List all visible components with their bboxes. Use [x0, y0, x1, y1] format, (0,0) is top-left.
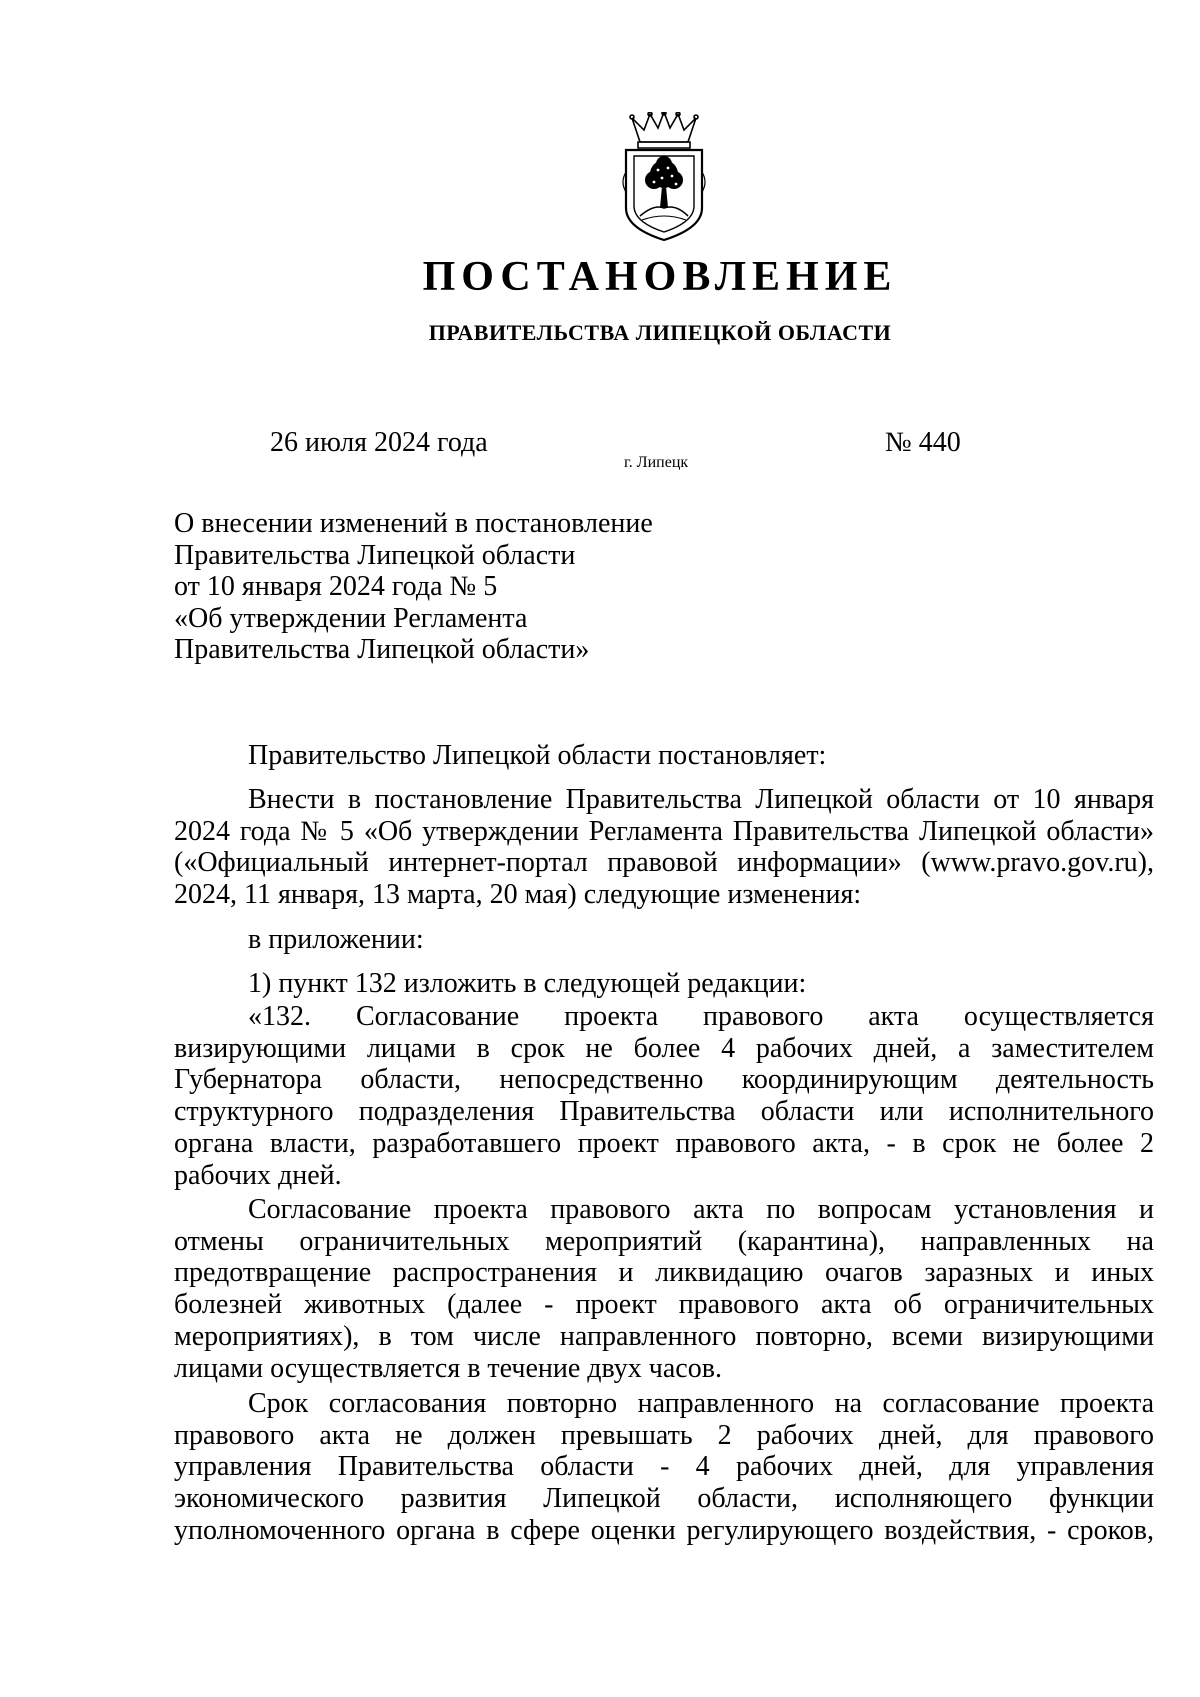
- paragraph-line: рабочих дней.: [174, 1159, 342, 1191]
- subject-line: Правительства Липецкой области: [174, 539, 576, 571]
- paragraph-line: правового акта не должен превышать 2 рабочих дней, для правового: [174, 1419, 1154, 1451]
- paragraph-line: болезней животных (далее - проект правового акта об ограничительных: [174, 1289, 1154, 1321]
- paragraph-line: органа власти, разработавшего проект правового акта, - в срок не более 2: [174, 1127, 1154, 1159]
- paragraph-line: отмены ограничительных мероприятий (карантина), направленных на: [174, 1225, 1154, 1257]
- paragraph-line: лицами осуществляется в течение двух часов.: [174, 1352, 722, 1384]
- paragraph-line: 2024 года № 5 «Об утверждении Регламента Правительства Липецкой области»: [174, 815, 1154, 847]
- document-number: № 440: [885, 427, 961, 458]
- paragraph-line: структурного подразделения Правительства области или исполнительного: [174, 1096, 1154, 1128]
- paragraph-line: Правительство Липецкой области постановляет:: [248, 740, 827, 771]
- paragraph-line: («Официальный интернет-портал правовой информации» (www.pravo.gov.ru),: [174, 847, 1154, 879]
- paragraph-line: визирующими лицами в срок не более 4 рабочих дней, а заместителем: [174, 1032, 1154, 1064]
- paragraph-line: «132. Согласование проекта правового акта осуществляется: [248, 1001, 1154, 1032]
- paragraph-restrictive-measures: [174, 1194, 1154, 1384]
- paragraph-resolution-intro: [174, 740, 1154, 772]
- paragraph-line: Губернатора области, непосредственно координирующим деятельность: [174, 1064, 1154, 1096]
- paragraph-approval-deadline: [174, 1388, 1154, 1547]
- subject-line: О внесении изменений в постановление: [174, 508, 653, 539]
- document-subtitle: ПРАВИТЕЛЬСТВА ЛИПЕЦКОЙ ОБЛАСТИ: [428, 320, 892, 345]
- paragraph-line: мероприятиях), в том числе направленного повторно, всеми визирующими: [174, 1320, 1154, 1352]
- subject-line: от 10 января 2024 года № 5: [174, 571, 498, 602]
- document-date: 26 июля 2024 года: [270, 427, 488, 458]
- document-subject: [174, 508, 653, 666]
- paragraph-line: управления Правительства области - 4 рабочих дней, для управления: [174, 1451, 1154, 1483]
- paragraph-line: в приложении:: [248, 924, 424, 955]
- paragraph-line: экономического развития Липецкой области, исполняющего функции: [174, 1483, 1154, 1515]
- paragraph-line: 2024, 11 января, 13 марта, 20 мая) следующие изменения:: [174, 879, 862, 911]
- subject-line: Правительства Липецкой области»: [174, 634, 590, 665]
- document-title: ПОСТАНОВЛЕНИЕ: [422, 254, 898, 300]
- paragraph-line: Срок согласования повторно направленного на согласование проекта: [248, 1388, 1154, 1419]
- paragraph-line: предотвращение распространения и ликвидацию очагов заразных и иных: [174, 1257, 1154, 1289]
- subject-line: «Об утверждении Регламента: [174, 602, 528, 634]
- document-place: г. Липецк: [624, 454, 689, 471]
- paragraph-appendix: [174, 924, 1154, 956]
- paragraph-clause-132: [174, 1001, 1154, 1191]
- coat-of-arms-icon: [618, 112, 710, 242]
- paragraph-item-1: [174, 968, 1154, 1000]
- paragraph-line: 1) пункт 132 изложить в следующей редакции:: [248, 968, 807, 999]
- paragraph-line: Внести в постановление Правительства Липецкой области от 10 января: [248, 784, 1154, 815]
- paragraph-line: уполномоченного органа в сфере оценки регулирующего воздействия, - сроков,: [174, 1514, 1154, 1546]
- paragraph-line: Согласование проекта правового акта по вопросам установления и: [248, 1194, 1154, 1225]
- paragraph-amendment: [174, 784, 1154, 911]
